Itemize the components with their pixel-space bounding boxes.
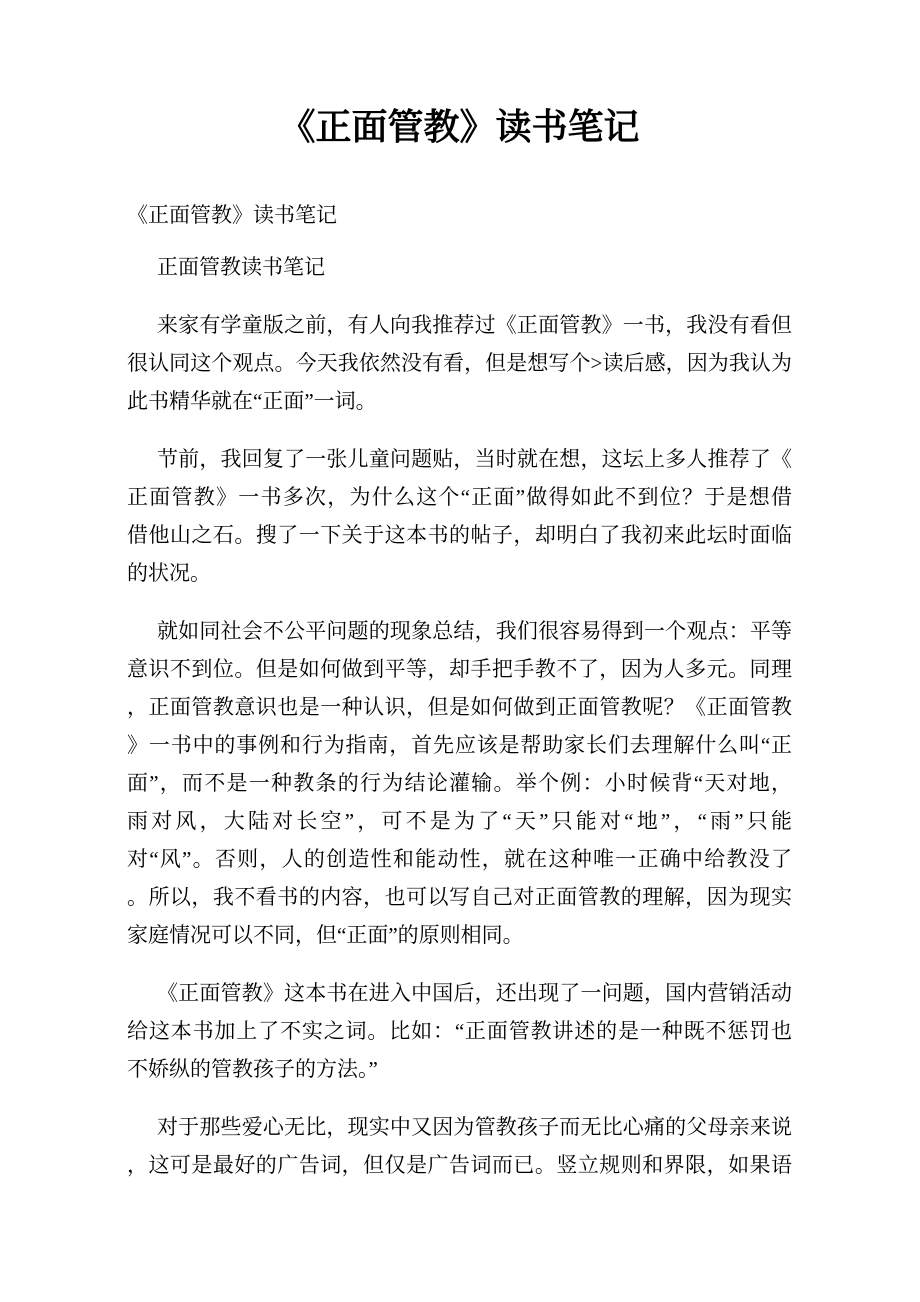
text-line: 不娇纵的管教孩子的方法。” [127, 1057, 378, 1081]
text-line: ，这可是最好的广告词，但仅是广告词而已。竖立规则和界限，如果语 [127, 1153, 792, 1177]
paragraph-5 [127, 1108, 792, 1184]
page-title: 《正面管教》读书笔记 [279, 107, 640, 147]
text-line: 正面管教》一书多次，为什么这个“正面”做得如此不到位？于是想借 [127, 485, 792, 509]
document-body [127, 196, 792, 1184]
text-line: 对“风”。否则，人的创造性和能动性，就在这种唯一正确中给教没了 [127, 847, 792, 871]
text-line: 正面管教读书笔记 [157, 255, 325, 279]
text-line: 来家有学童版之前，有人向我推荐过《正面管教》一书，我没有看但 [157, 313, 792, 337]
text-line: 。所以，我不看书的内容，也可以写自己对正面管教的理解，因为现实 [127, 885, 792, 909]
text-line: ，正面管教意识也是一种认识，但是如何做到正面管教呢？《正面管教 [127, 695, 792, 719]
text-line: 就如同社会不公平问题的现象总结，我们很容易得到一个观点：平等 [157, 619, 792, 643]
paragraph-1 [127, 306, 792, 420]
text-line: 《正面管教》读书笔记 [127, 203, 337, 227]
text-line: 很认同这个观点。今天我依然没有看，但是想写个>读后感，因为我认为 [127, 351, 792, 375]
text-line: 家庭情况可以不同，但“正面”的原则相同。 [127, 923, 524, 947]
text-line: 此书精华就在“正面”一词。 [127, 389, 377, 413]
text-line: 节前，我回复了一张儿童问题贴，当时就在想，这坛上多人推荐了《 [157, 447, 792, 471]
text-line: 给这本书加上了不实之词。比如：“正面管教讲述的是一种既不惩罚也 [127, 1019, 792, 1043]
paragraph-3 [127, 612, 792, 954]
subtitle-line [127, 196, 792, 234]
paragraph-2 [127, 440, 792, 592]
text-line: 的状况。 [127, 561, 211, 585]
text-line: 雨对风，大陆对长空”，可不是为了“天”只能对“地”，“雨”只能 [127, 809, 792, 833]
text-line: 意识不到位。但是如何做到平等，却手把手教不了，因为人多元。同理 [127, 657, 792, 681]
text-line: 借他山之石。搜了一下关于这本书的帖子，却明白了我初来此坛时面临 [127, 523, 792, 547]
text-line: 面”，而不是一种教条的行为结论灌输。举个例：小时候背“天对地， [127, 771, 792, 795]
paragraph-4 [127, 974, 792, 1088]
text-line: 对于那些爱心无比，现实中又因为管教孩子而无比心痛的父母亲来说 [157, 1115, 792, 1139]
text-line: 》一书中的事例和行为指南，首先应该是帮助家长们去理解什么叫“正 [127, 733, 792, 757]
text-line: 《正面管教》这本书在进入中国后，还出现了一问题，国内营销活动 [157, 981, 792, 1005]
subtitle-line-2 [127, 248, 792, 286]
